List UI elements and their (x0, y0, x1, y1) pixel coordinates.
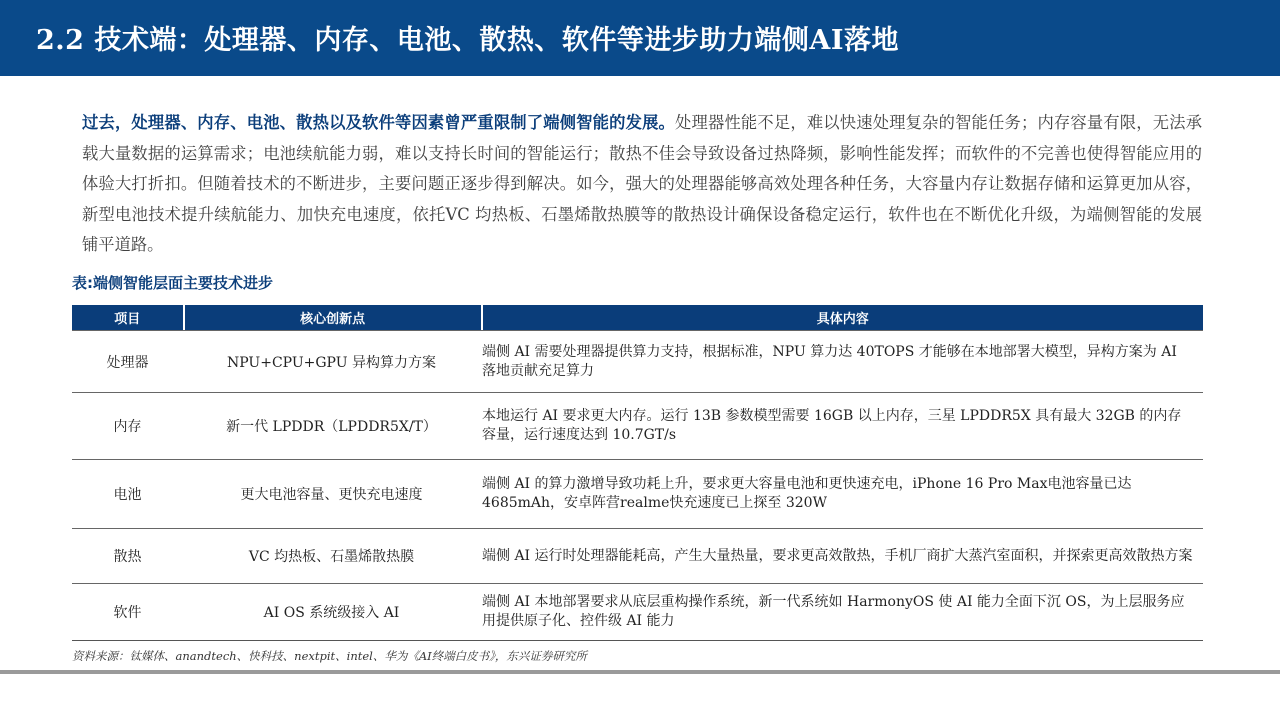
table-row (72, 528, 1203, 583)
cell-innovation: 新一代 LPDDR（LPDDR5X/T） (226, 419, 437, 435)
cell-content: 端侧 AI 的算力激增导致功耗上升，要求更大容量电池和更快速充电，iPhone 16 Pro Max电池容量已达 4685mAh，安卓阵营realme快充速度已上探至 320W (482, 476, 1132, 511)
header-item: 项目 (114, 312, 141, 327)
cell-innovation: NPU+CPU+GPU 异构算力方案 (227, 354, 436, 371)
cell-item: 软件 (113, 605, 142, 621)
cell-item: 电池 (113, 487, 142, 503)
header-content: 具体内容 (481, 305, 1203, 330)
header-innovation: 核心创新点 (183, 305, 481, 330)
cell-item: 散热 (113, 549, 142, 565)
footer-divider (0, 670, 1280, 674)
table-row (72, 583, 1203, 640)
table-row (72, 392, 1203, 459)
cell-content: 端侧 AI 本地部署要求从底层重构操作系统，新一代系统如 HarmonyOS 使 AI 能力全面下沉 OS，为上层服务应用提供原子化、控件级 AI 能力 (482, 594, 1185, 629)
cell-innovation: 更大电池容量、更快充电速度 (240, 487, 423, 503)
intro-paragraph (82, 108, 1202, 261)
cell-item: 内存 (113, 419, 142, 435)
cell-content: 端侧 AI 需要处理器提供算力支持，根据标准，NPU 算力达 40TOPS 才能够在本地部署大模型，异构方案为 AI 落地贡献充足算力 (482, 343, 1177, 379)
source-note: 资料来源：钛媒体、anandtech、快科技、nextpit、intel、华为《AI终端白皮书》，东兴证券研究所 (72, 649, 587, 663)
cell-content: 本地运行 AI 要求更大内存。运行 13B 参数模型需要 16GB 以上内存，三星 LPDDR5X 具有最大 32GB 的内存容量，运行速度达到 10.7GT/s (482, 408, 1182, 443)
tech-table (72, 305, 1203, 641)
title-bar (0, 0, 1280, 76)
cell-innovation: VC 均热板、石墨烯散热膜 (248, 549, 415, 565)
table-row (72, 330, 1203, 392)
cell-innovation: AI OS 系统级接入 AI (263, 605, 400, 621)
table-row (72, 459, 1203, 528)
table-header (72, 305, 1203, 330)
cell-item: 处理器 (106, 354, 149, 371)
cell-content: 端侧 AI 运行时处理器能耗高，产生大量热量，要求更高效散热，手机厂商扩大蒸汽室面积，并探索更高效散热方案 (482, 547, 1193, 564)
intro-lead: 过去，处理器、内存、电池、散热以及软件等因素曾严重限制了端侧智能的发展。 (82, 113, 676, 132)
page-title: 2.2 技术端：处理器、内存、电池、散热、软件等进步助力端侧AI落地 (36, 25, 899, 56)
intro-body: 处理器性能不足，难以快速处理复杂的智能任务；内存容量有限，无法承载大量数据的运算需求；电池续航能力弱，难以支持长时间的智能运行；散热不佳会导致设备过热降频，影响性能发挥；而软件的不完善也使得智能应用的体验大打折扣。但随着技术的不断进步，主要问题正逐步得到解决。如今，强大的处理器能够高效处理各种任务，大容量内存让数据存储和运算更加从容，新型电池技术提升续航能力、加快充电速度，依托VC 均热板、石墨烯散热膜等的散热设计确保设备稳定运行，软件也在不断优化升级，为端侧智能的发展铺平道路。 (82, 113, 1202, 254)
table-caption: 表:端侧智能层面主要技术进步 (72, 274, 273, 292)
